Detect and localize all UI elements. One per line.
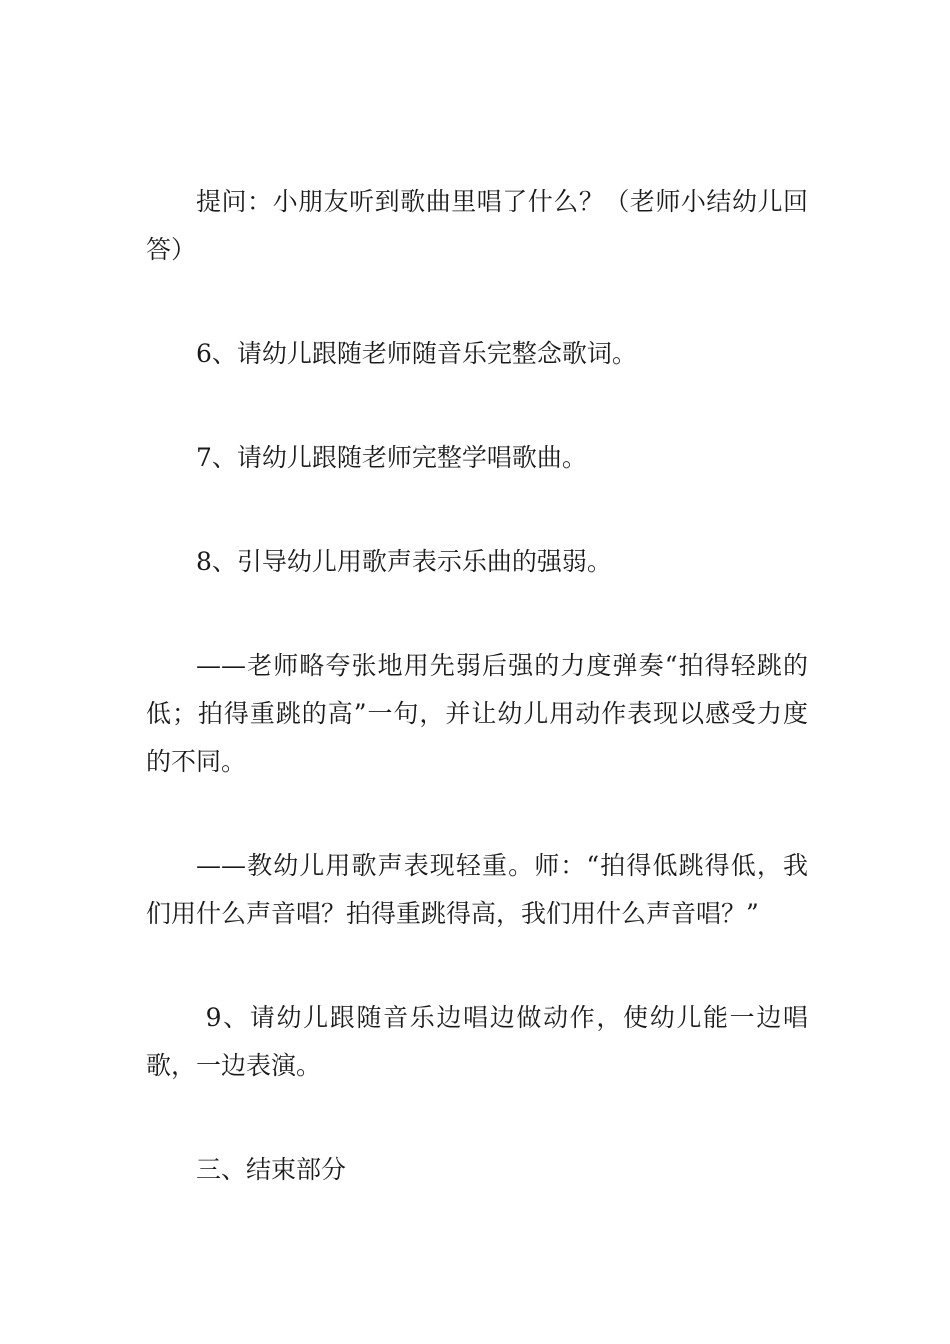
paragraph-step-8: 8、引导幼儿用歌声表示乐曲的强弱。: [196, 547, 612, 576]
paragraph-gap: [146, 786, 808, 842]
paragraph-gap: [146, 274, 808, 330]
paragraph-gap: [146, 586, 808, 642]
paragraph-gap: [146, 482, 808, 538]
paragraph-step-6: 6、请幼儿跟随老师随音乐完整念歌词。: [196, 339, 637, 368]
paragraph-question: 提问：小朋友听到歌曲里唱了什么？（老师小结幼儿回答）: [146, 187, 808, 264]
paragraph-step-9: 9、请幼儿跟随音乐边唱边做动作，使幼儿能一边唱歌，一边表演。: [146, 1003, 808, 1080]
paragraph-gap: [146, 1090, 808, 1146]
paragraph-dynamics-demo: ——老师略夸张地用先弱后强的力度弹奏“拍得轻跳的低；拍得重跳的高”一句，并让幼儿用动作表现以感受力度的不同。: [146, 651, 808, 776]
paragraph-dynamics-singing: ——教幼儿用歌声表现轻重。师：“拍得低跳得低，我们用什么声音唱？拍得重跳得高，我们用什么声音唱？”: [146, 851, 808, 928]
paragraph-step-7: 7、请幼儿跟随老师完整学唱歌曲。: [196, 443, 587, 472]
document-body: [146, 178, 808, 1194]
paragraph-gap: [146, 378, 808, 434]
paragraph-gap: [146, 938, 808, 994]
section-heading-ending: 三、结束部分: [196, 1155, 347, 1184]
